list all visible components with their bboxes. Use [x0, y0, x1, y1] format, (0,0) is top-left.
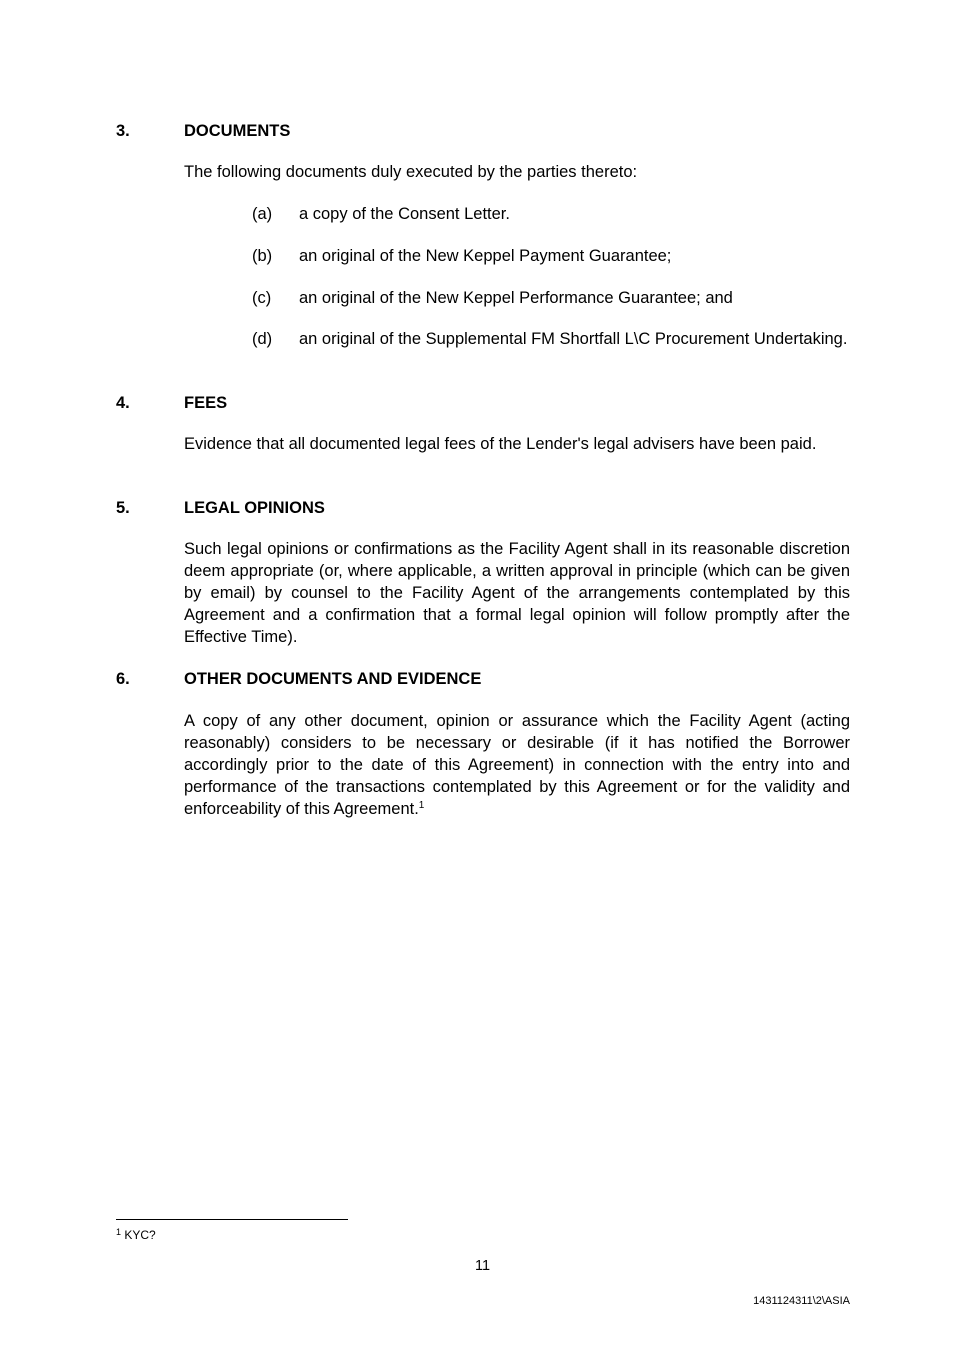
- list-item-label: (c): [252, 289, 272, 307]
- section-6-body: [184, 710, 850, 820]
- list-item-label: (a): [252, 205, 273, 223]
- section-4-body: Evidence that all documented legal fees of the Lender's legal advisers have been paid.: [184, 435, 817, 453]
- section-number: 5.: [116, 499, 130, 517]
- list-item-text: an original of the New Keppel Payment Guarantee;: [299, 247, 672, 265]
- section-title: LEGAL OPINIONS: [184, 499, 325, 517]
- document-reference: 1431124311\2\ASIA: [753, 1295, 850, 1307]
- section-title: OTHER DOCUMENTS AND EVIDENCE: [184, 670, 482, 688]
- footnote-marker: 1: [116, 1227, 122, 1237]
- section-number: 4.: [116, 394, 130, 412]
- list-item-label: (d): [252, 330, 273, 348]
- section-number: 6.: [116, 670, 130, 688]
- section-title: FEES: [184, 394, 228, 412]
- footnote-divider: [116, 1219, 348, 1220]
- section-title: DOCUMENTS: [184, 122, 291, 140]
- page-number: 11: [474, 1258, 491, 1274]
- section-number: 3.: [116, 122, 130, 140]
- section-5-body: Such legal opinions or confirmations as the Facility Agent shall in its reasonable discretion deem appropriate (or, where applicable, a written approval in principle (which can be given by email) by counsel to the Facility Agent of the arrangements contemplated by this Agreement and a confirmation that a formal legal opinion will follow promptly after the Effective Time).: [184, 540, 850, 646]
- list-item-text: an original of the Supplemental FM Shortfall L\C Procurement Undertaking.: [299, 330, 848, 348]
- list-item-text: a copy of the Consent Letter.: [299, 205, 510, 223]
- list-item-text: an original of the New Keppel Performance Guarantee; and: [299, 289, 733, 307]
- footnote-text: KYC?: [124, 1228, 156, 1242]
- section-6-body-text: A copy of any other document, opinion or assurance which the Facility Agent (acting reasonably) considers to be necessary or desirable (if it has notified the Borrower accordingly prior to the date of this Agreement) in connection with the entry into and performance of the transactions contemplated by this Agreement or for the validity and enforceability of this Agreement.: [184, 712, 850, 818]
- footnote: [116, 1227, 156, 1243]
- footnote-reference[interactable]: 1: [418, 800, 425, 811]
- list-item-label: (b): [252, 247, 273, 265]
- section-3-intro: The following documents duly executed by the parties thereto:: [184, 163, 638, 181]
